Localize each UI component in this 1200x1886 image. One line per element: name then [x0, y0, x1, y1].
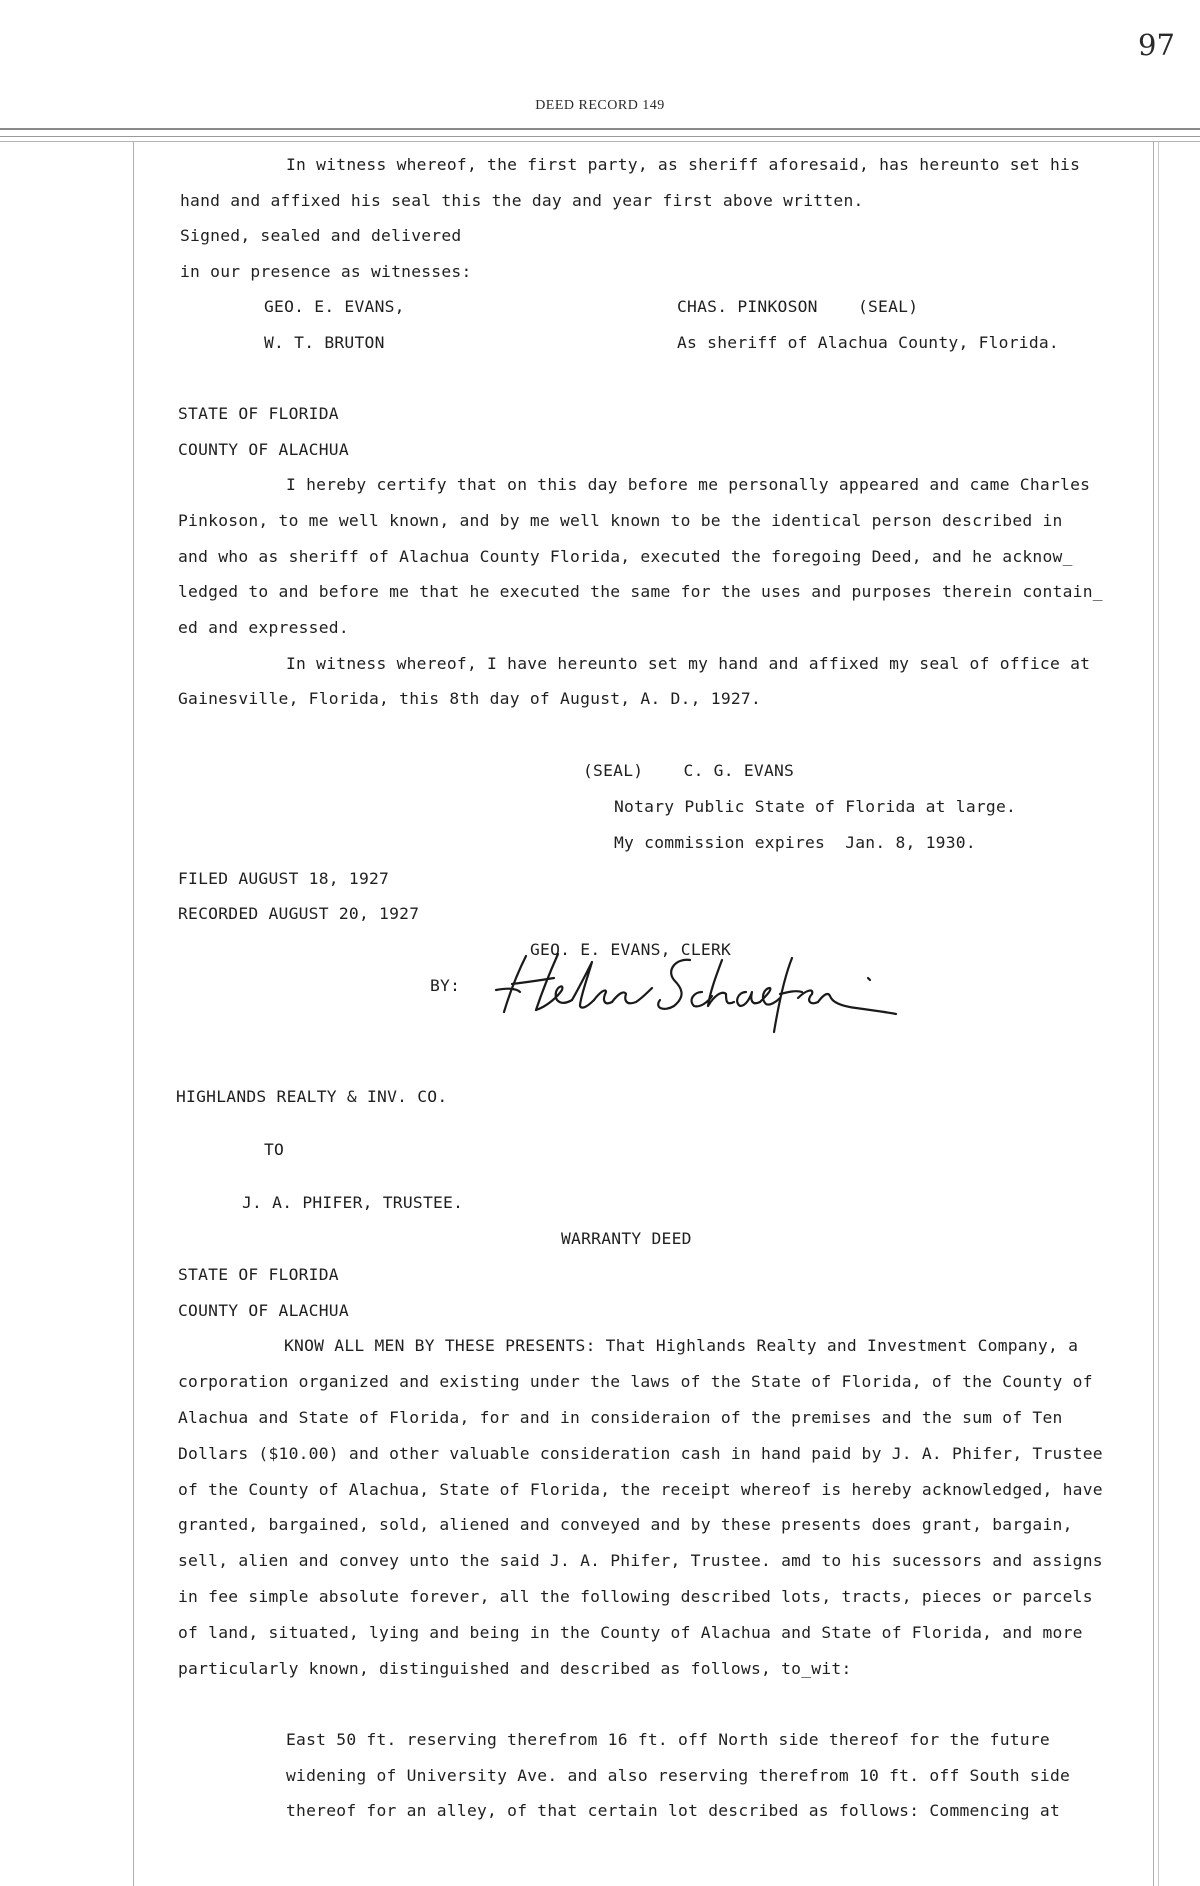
text-line-grantee-party: J. A. PHIFER, TRUSTEE. [242, 1193, 464, 1212]
text-line-deed-6: granted, bargained, sold, aliened and conveyed and by these presents does grant, bargain, [178, 1515, 1073, 1534]
text-line-deed-2: corporation organized and existing under the laws of the State of Florida, of the County of [178, 1372, 1093, 1391]
text-line-county-2: COUNTY OF ALACHUA [178, 1301, 349, 1320]
text-line-witness-evans: GEO. E. EVANS, [264, 297, 405, 316]
text-line-deed-4: Dollars ($10.00) and other valuable consideration cash in hand paid by J. A. Phifer, Trustee [178, 1444, 1103, 1463]
text-line-cert-4: ledged to and before me that he executed the same for the uses and purposes therein contain_ [178, 582, 1103, 601]
text-line-grantor-party: HIGHLANDS REALTY & INV. CO. [176, 1087, 448, 1106]
text-line-cert-5: ed and expressed. [178, 618, 349, 637]
text-line-deed-10: particularly known, distinguished and described as follows, to_wit: [178, 1659, 852, 1678]
text-line-cert-3: and who as sheriff of Alachua County Florida, executed the foregoing Deed, and he acknow_ [178, 547, 1073, 566]
text-line-deed-8: in fee simple absolute forever, all the following described lots, tracts, pieces or parcels [178, 1587, 1093, 1606]
text-line-to-word: TO [264, 1140, 285, 1159]
text-line-witness-clause-1: In witness whereof, the first party, as sheriff aforesaid, has hereunto set his [286, 155, 1081, 174]
text-line-recorded-date: RECORDED AUGUST 20, 1927 [178, 904, 420, 923]
text-line-parcel-2: widening of University Ave. and also reserving therefrom 10 ft. off South side [286, 1766, 1071, 1785]
handwritten-signature [476, 948, 906, 1038]
text-line-in-our-presence: in our presence as witnesses: [180, 262, 472, 281]
text-line-deed-1: KNOW ALL MEN BY THESE PRESENTS: That Highlands Realty and Investment Company, a [284, 1336, 1079, 1355]
text-line-notary-witness-2: Gainesville, Florida, this 8th day of August, A. D., 1927. [178, 689, 762, 708]
text-line-notary-title: Notary Public State of Florida at large. [614, 797, 1017, 816]
left-margin-rule [133, 142, 134, 1886]
right-margin-rule-outer [1158, 142, 1159, 1886]
text-line-witness-bruton: W. T. BRUTON [264, 333, 385, 352]
text-line-state-2: STATE OF FLORIDA [178, 1265, 339, 1284]
text-line-grantor-signature: CHAS. PINKOSON (SEAL) [677, 297, 919, 316]
text-line-witness-clause-2: hand and affixed his seal this the day and year first above written. [180, 191, 864, 210]
text-line-deed-7: sell, alien and convey unto the said J. A. Phifer, Trustee. amd to his sucessors and assigns [178, 1551, 1103, 1570]
text-line-deed-5: of the County of Alachua, State of Florida, the receipt whereof is hereby acknowledged, have [178, 1480, 1103, 1499]
text-line-state-1: STATE OF FLORIDA [178, 404, 339, 423]
text-line-notary-name: (SEAL) C. G. EVANS [583, 761, 795, 780]
text-line-grantor-title: As sheriff of Alachua County, Florida. [677, 333, 1059, 352]
text-line-cert-1: I hereby certify that on this day before me personally appeared and came Charles [286, 475, 1091, 494]
text-line-clerk-name: GEO. E. EVANS, CLERK [530, 940, 732, 959]
running-head: DEED RECORD 149 [535, 98, 665, 113]
text-line-deed-type: WARRANTY DEED [561, 1229, 692, 1248]
page-number: 97 [1138, 28, 1175, 62]
text-line-parcel-3: thereof for an alley, of that certain lot described as follows: Commencing at [286, 1801, 1061, 1820]
header-rule-bottom [0, 141, 1200, 142]
text-line-by-label: BY: [430, 976, 461, 995]
text-line-signed-sealed: Signed, sealed and delivered [180, 226, 462, 245]
text-line-county-1: COUNTY OF ALACHUA [178, 440, 349, 459]
text-line-notary-witness-1: In witness whereof, I have hereunto set my hand and affixed my seal of office at [286, 654, 1091, 673]
header-rule-middle [0, 136, 1200, 137]
text-line-parcel-1: East 50 ft. reserving therefrom 16 ft. off North side thereof for the future [286, 1730, 1050, 1749]
text-line-deed-3: Alachua and State of Florida, for and in consideraion of the premises and the sum of Ten [178, 1408, 1063, 1427]
right-margin-rule [1153, 142, 1154, 1886]
text-line-notary-commission: My commission expires Jan. 8, 1930. [614, 833, 976, 852]
text-line-filed-date: FILED AUGUST 18, 1927 [178, 869, 390, 888]
text-line-deed-9: of land, situated, lying and being in the County of Alachua and State of Florida, and more [178, 1623, 1083, 1642]
text-line-cert-2: Pinkoson, to me well known, and by me well known to be the identical person described in [178, 511, 1063, 530]
header-rule-top [0, 128, 1200, 130]
